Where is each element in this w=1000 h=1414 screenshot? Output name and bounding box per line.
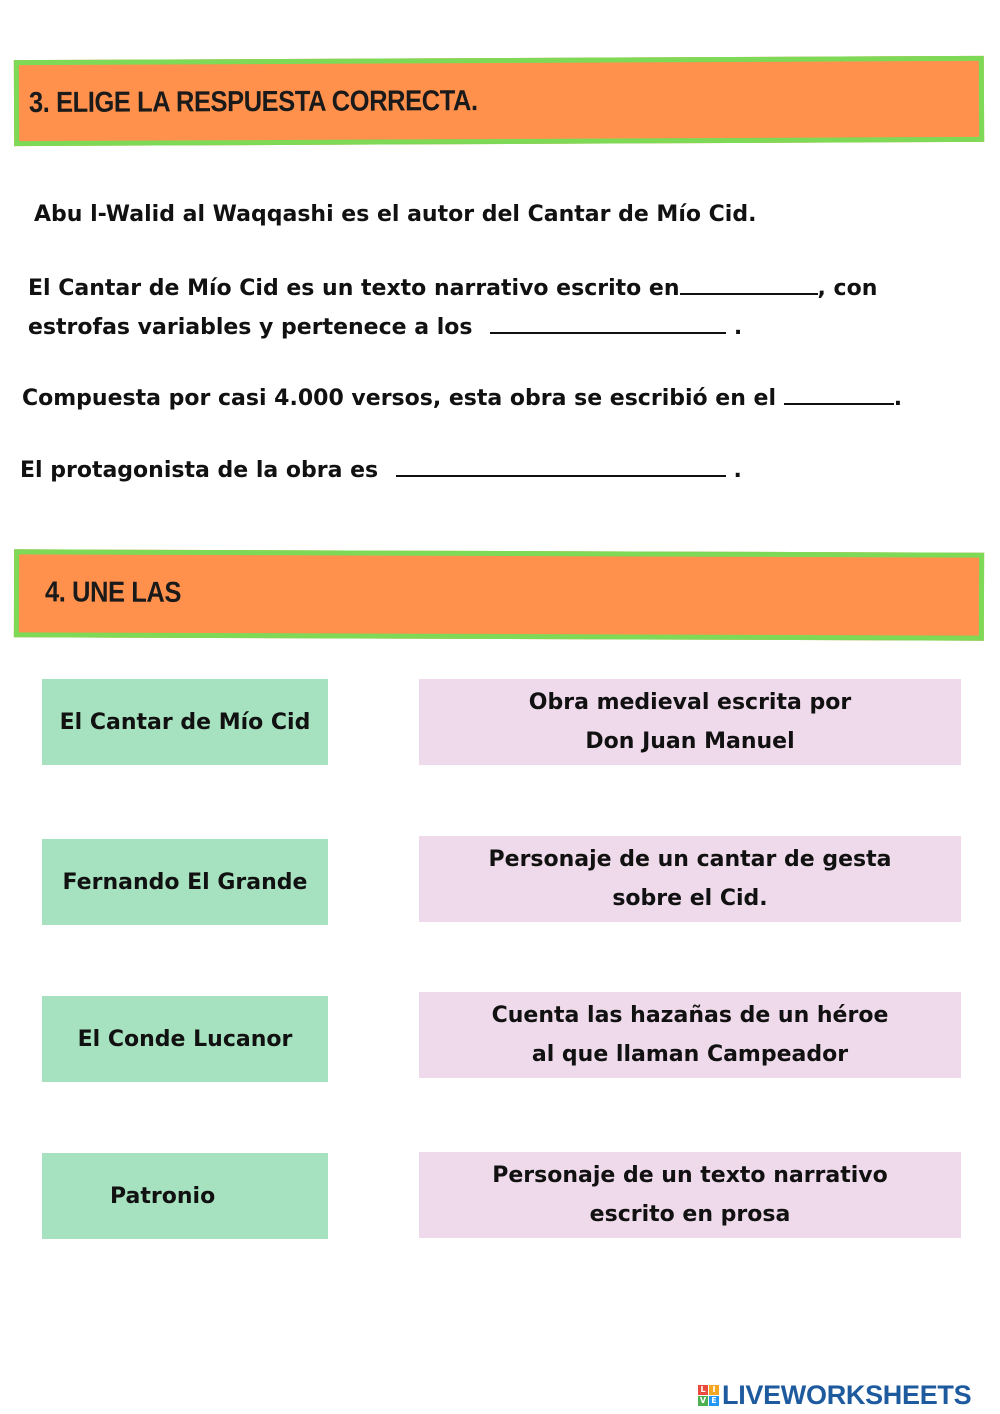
blank-siglo[interactable] <box>784 383 894 405</box>
statement-2-text-d: . <box>733 315 743 340</box>
statement-2-text-c: estrofas variables y pertenece a los <box>28 315 473 340</box>
statement-2-line-2 <box>28 312 742 340</box>
statement-3-text-a: Compuesta por casi 4.000 versos, esta obra se escribió en el <box>22 386 777 411</box>
match-left-item[interactable]: El Cantar de Mío Cid <box>42 679 328 765</box>
blank-protagonista[interactable] <box>396 455 726 477</box>
match-right-text <box>492 996 889 1074</box>
match-right-line: al que llaman Campeador <box>531 1042 849 1067</box>
match-right-text <box>492 1156 888 1234</box>
statement-1: Abu l-Walid al Waqqashi es el autor del Cantar de Mío Cid. <box>34 202 757 227</box>
logo-letter: E <box>709 1396 719 1406</box>
match-right-line: Obra medieval escrita por <box>528 690 852 715</box>
match-left-item[interactable]: Patronio <box>42 1153 328 1239</box>
match-left-item[interactable]: Fernando El Grande <box>42 839 328 925</box>
logo-letter: V <box>699 1395 707 1405</box>
logo-letter: I <box>709 1385 719 1395</box>
brand-name: LIVEWORKSHEETS <box>722 1379 972 1410</box>
match-right-line: sobre el Cid. <box>612 886 768 911</box>
statement-2-text-a: El Cantar de Mío Cid es un texto narrativo escrito en <box>28 276 680 301</box>
section-3-banner <box>14 56 984 146</box>
blank-escrito-en[interactable] <box>680 273 818 295</box>
match-right-text <box>529 683 851 761</box>
section-3-title: 3. ELIGE LA RESPUESTA CORRECTA. <box>28 85 478 120</box>
match-right-item[interactable] <box>419 679 961 765</box>
match-right-line: Personaje de un texto narrativo <box>492 1163 888 1188</box>
match-right-text <box>489 840 892 918</box>
match-right-item[interactable] <box>419 1152 961 1238</box>
liveworksheets-logo-icon <box>698 1385 719 1406</box>
match-left-item[interactable]: El Conde Lucanor <box>42 996 328 1082</box>
statement-3-text-b: . <box>893 386 903 411</box>
section-4-title: 4. UNE LAS <box>44 576 182 609</box>
statement-4 <box>20 455 742 483</box>
statement-2-text-b: , con <box>817 276 878 301</box>
liveworksheets-logo <box>698 1377 971 1413</box>
blank-pertenece-a[interactable] <box>490 312 726 334</box>
statement-4-text-b: . <box>733 458 742 483</box>
match-right-line: escrito en prosa <box>589 1202 791 1227</box>
match-right-line: Personaje de un cantar de gesta <box>488 847 892 872</box>
statement-3 <box>22 383 902 411</box>
match-right-item[interactable] <box>419 836 961 922</box>
statement-2-line-1 <box>28 273 877 301</box>
statement-4-text-a: El protagonista de la obra es <box>20 458 379 483</box>
section-4-banner <box>14 549 984 640</box>
match-right-line: Don Juan Manuel <box>585 729 795 754</box>
logo-letter: L <box>698 1385 708 1395</box>
match-right-line: Cuenta las hazañas de un héroe <box>491 1003 889 1028</box>
match-right-item[interactable] <box>419 992 961 1078</box>
